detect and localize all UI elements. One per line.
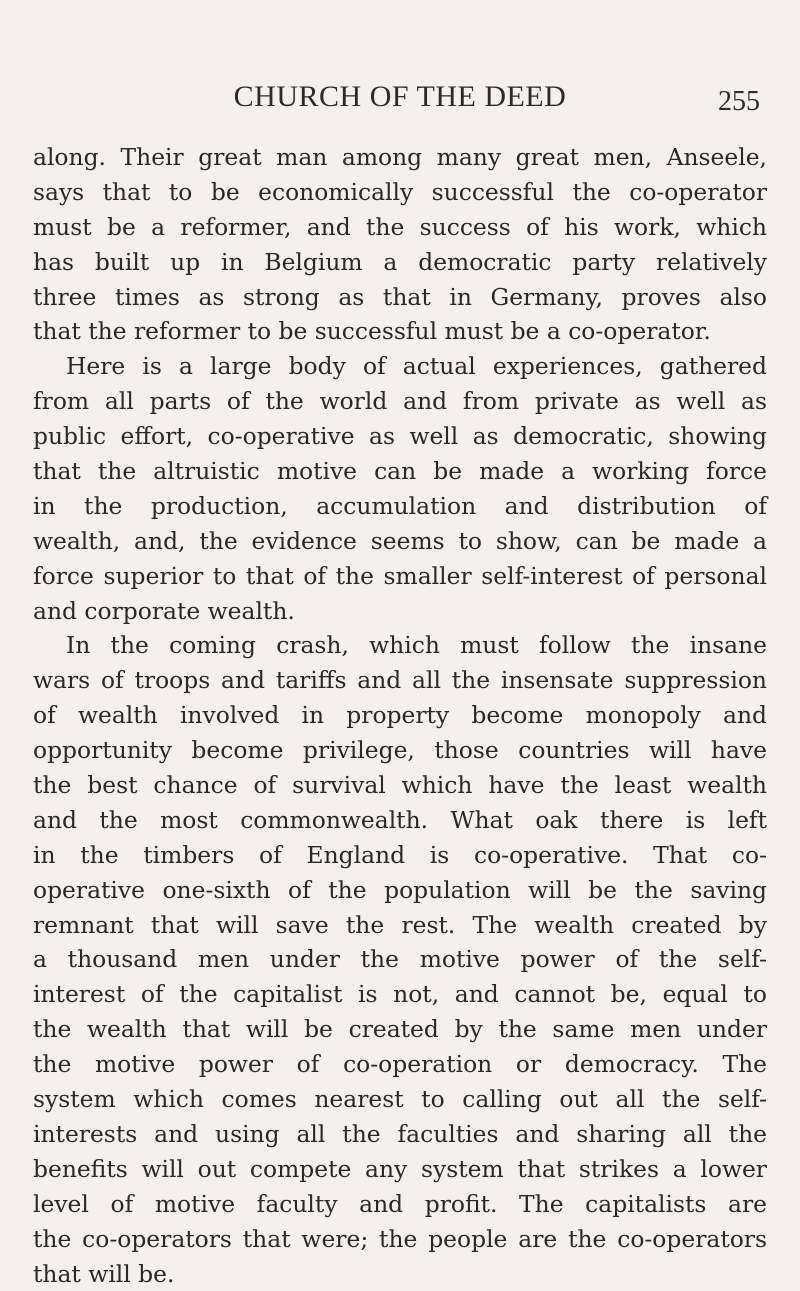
text-line: that the altruistic motive can be made a working force [33,454,767,489]
text-line: in the timbers of England is co-operative. That co- [33,838,767,873]
text-line: the co-operators that were; the people are the co-operators [33,1222,767,1257]
text-line: the best chance of survival which have the least wealth [33,768,767,803]
text-line: interests and using all the faculties and sharing all the [33,1117,767,1152]
text-line: and corporate wealth. [33,594,767,629]
paragraph [33,140,767,349]
text-line: Here is a large body of actual experiences, gathered [33,349,767,384]
text-line: system which comes nearest to calling out all the self- [33,1082,767,1117]
text-line: must be a reformer, and the success of his work, which [33,210,767,245]
text-line: of wealth involved in property become monopoly and [33,698,767,733]
text-line: remnant that will save the rest. The wealth created by [33,908,767,943]
text-line: operative one-sixth of the population will be the saving [33,873,767,908]
text-line: interest of the capitalist is not, and cannot be, equal to [33,977,767,1012]
text-line: force superior to that of the smaller self-interest of personal [33,559,767,594]
text-line: wars of troops and tariffs and all the insensate suppression [33,663,767,698]
text-line: the wealth that will be created by the same men under [33,1012,767,1047]
text-line: says that to be economically successful the co-operator [33,175,767,210]
text-line: that the reformer to be successful must be a co-operator. [33,314,767,349]
paragraph [33,628,767,1291]
text-line: a thousand men under the motive power of the self- [33,942,767,977]
running-header [38,80,762,124]
text-line: the motive power of co-operation or democracy. The [33,1047,767,1082]
text-line: that will be. [33,1257,767,1291]
text-line: benefits will out compete any system that strikes a lower [33,1152,767,1187]
text-line: has built up in Belgium a democratic party relatively [33,245,767,280]
text-line: from all parts of the world and from private as well as [33,384,767,419]
running-title: CHURCH OF THE DEED [38,80,762,114]
text-line: level of motive faculty and profit. The capitalists are [33,1187,767,1222]
text-line: wealth, and, the evidence seems to show, can be made a [33,524,767,559]
text-line: three times as strong as that in Germany, proves also [33,280,767,315]
body-text [33,140,767,1291]
paragraph [33,349,767,628]
text-line: and the most commonwealth. What oak there is left [33,803,767,838]
text-line: in the production, accumulation and distribution of [33,489,767,524]
page-number: 255 [718,86,760,118]
text-line: opportunity become privilege, those countries will have [33,733,767,768]
text-line: public effort, co-operative as well as democratic, showing [33,419,767,454]
text-line: In the coming crash, which must follow the insane [33,628,767,663]
text-line: along. Their great man among many great men, Anseele, [33,140,767,175]
